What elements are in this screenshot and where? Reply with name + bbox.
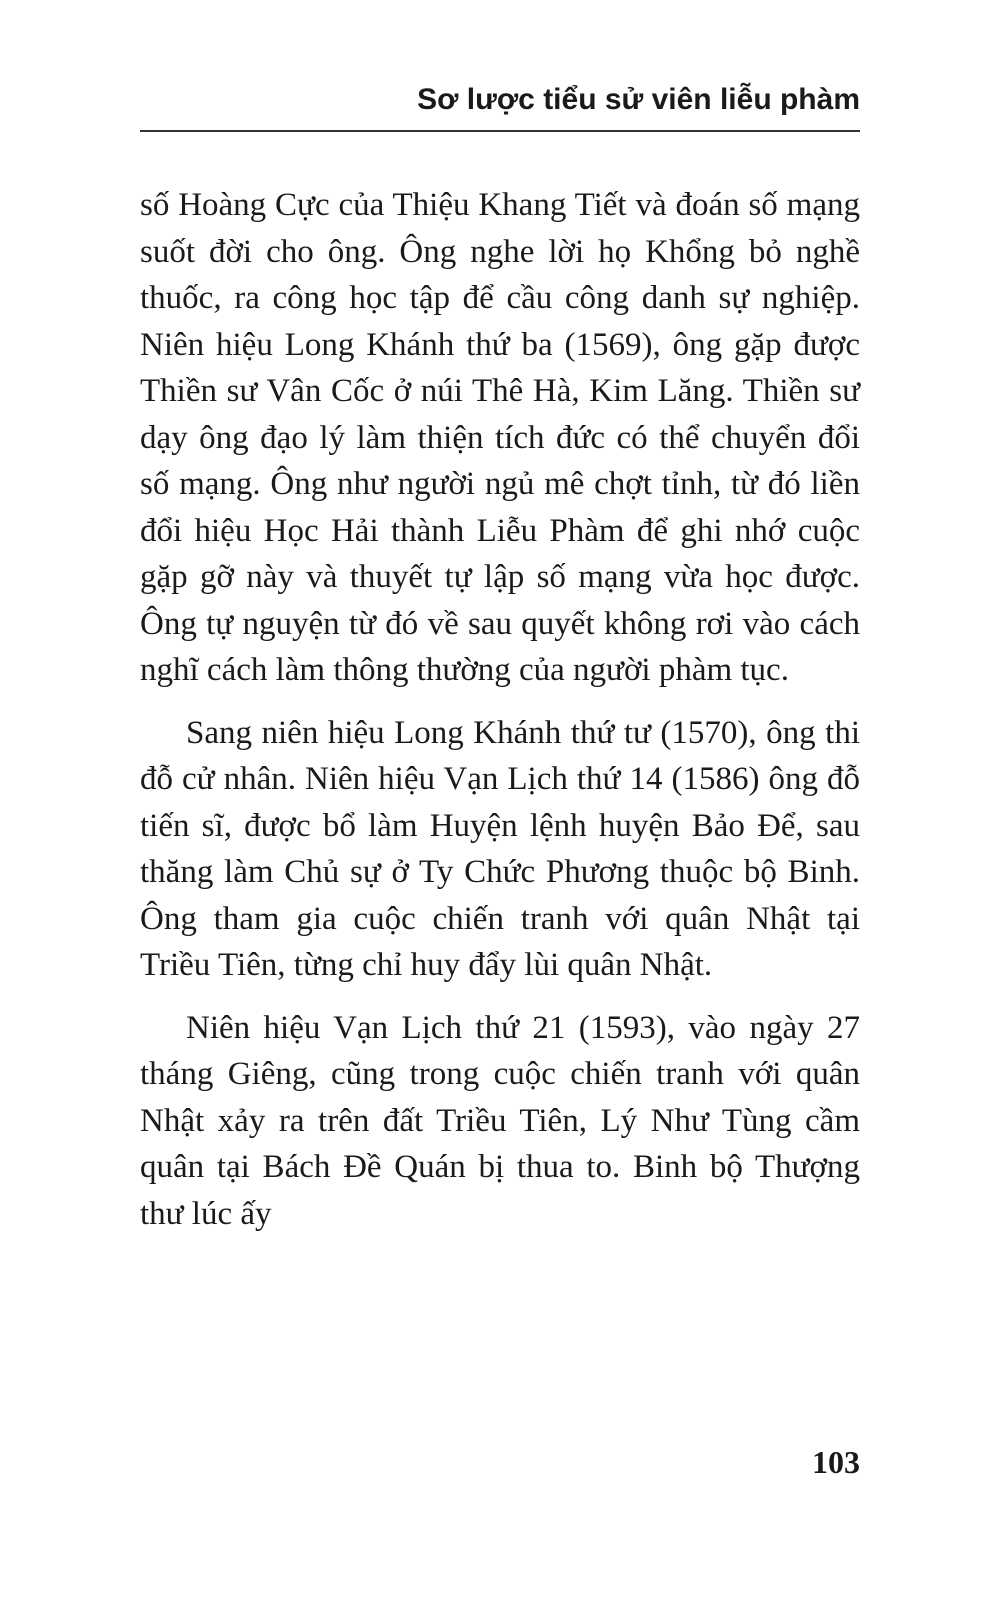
paragraph-continued: số Hoàng Cực của Thiệu Khang Tiết và đoán số mạng suốt đời cho ông. Ông nghe lời họ Khổng bỏ nghề thuốc, ra công học tập để cầu công danh sự nghiệp. Niên hiệu Long Khánh thứ ba (1569), ông gặp được Thiền sư Vân Cốc ở núi Thê Hà, Kim Lăng. Thiền sư dạy ông đạo lý làm thiện tích đức có thể chuyển đổi số mạng. Ông như người ngủ mê chợt tỉnh, từ đó liền đổi hiệu Học Hải thành Liễu Phàm để ghi nhớ cuộc gặp gỡ này và thuyết tự lập số mạng vừa học được. Ông tự nguyện từ đó về sau quyết không rơi vào cách nghĩ cách làm thông thường của người phàm tục. [140, 187, 860, 688]
running-header: Sơ lược tiểu sử viên liễu phàm [417, 83, 860, 116]
body-text [140, 182, 860, 1237]
paragraph: Niên hiệu Vạn Lịch thứ 21 (1593), vào ngày 27 tháng Giêng, cũng trong cuộc chiến tranh với quân Nhật xảy ra trên đất Triều Tiên, Lý Như Tùng cầm quân tại Bách Đề Quán bị thua to. Binh bộ Thượng thư lúc ấy [140, 1009, 860, 1232]
header-rule [140, 130, 860, 132]
paragraph: Sang niên hiệu Long Khánh thứ tư (1570), ông thi đỗ cử nhân. Niên hiệu Vạn Lịch thứ 14 (1586) ông đỗ tiến sĩ, được bổ làm Huyện lệnh huyện Bảo Để, sau thăng làm Chủ sự ở Ty Chức Phương thuộc bộ Binh. Ông tham gia cuộc chiến tranh với quân Nhật tại Triều Tiên, từng chỉ huy đẩy lùi quân Nhật. [140, 714, 860, 983]
page-number: 103 [812, 1444, 860, 1480]
